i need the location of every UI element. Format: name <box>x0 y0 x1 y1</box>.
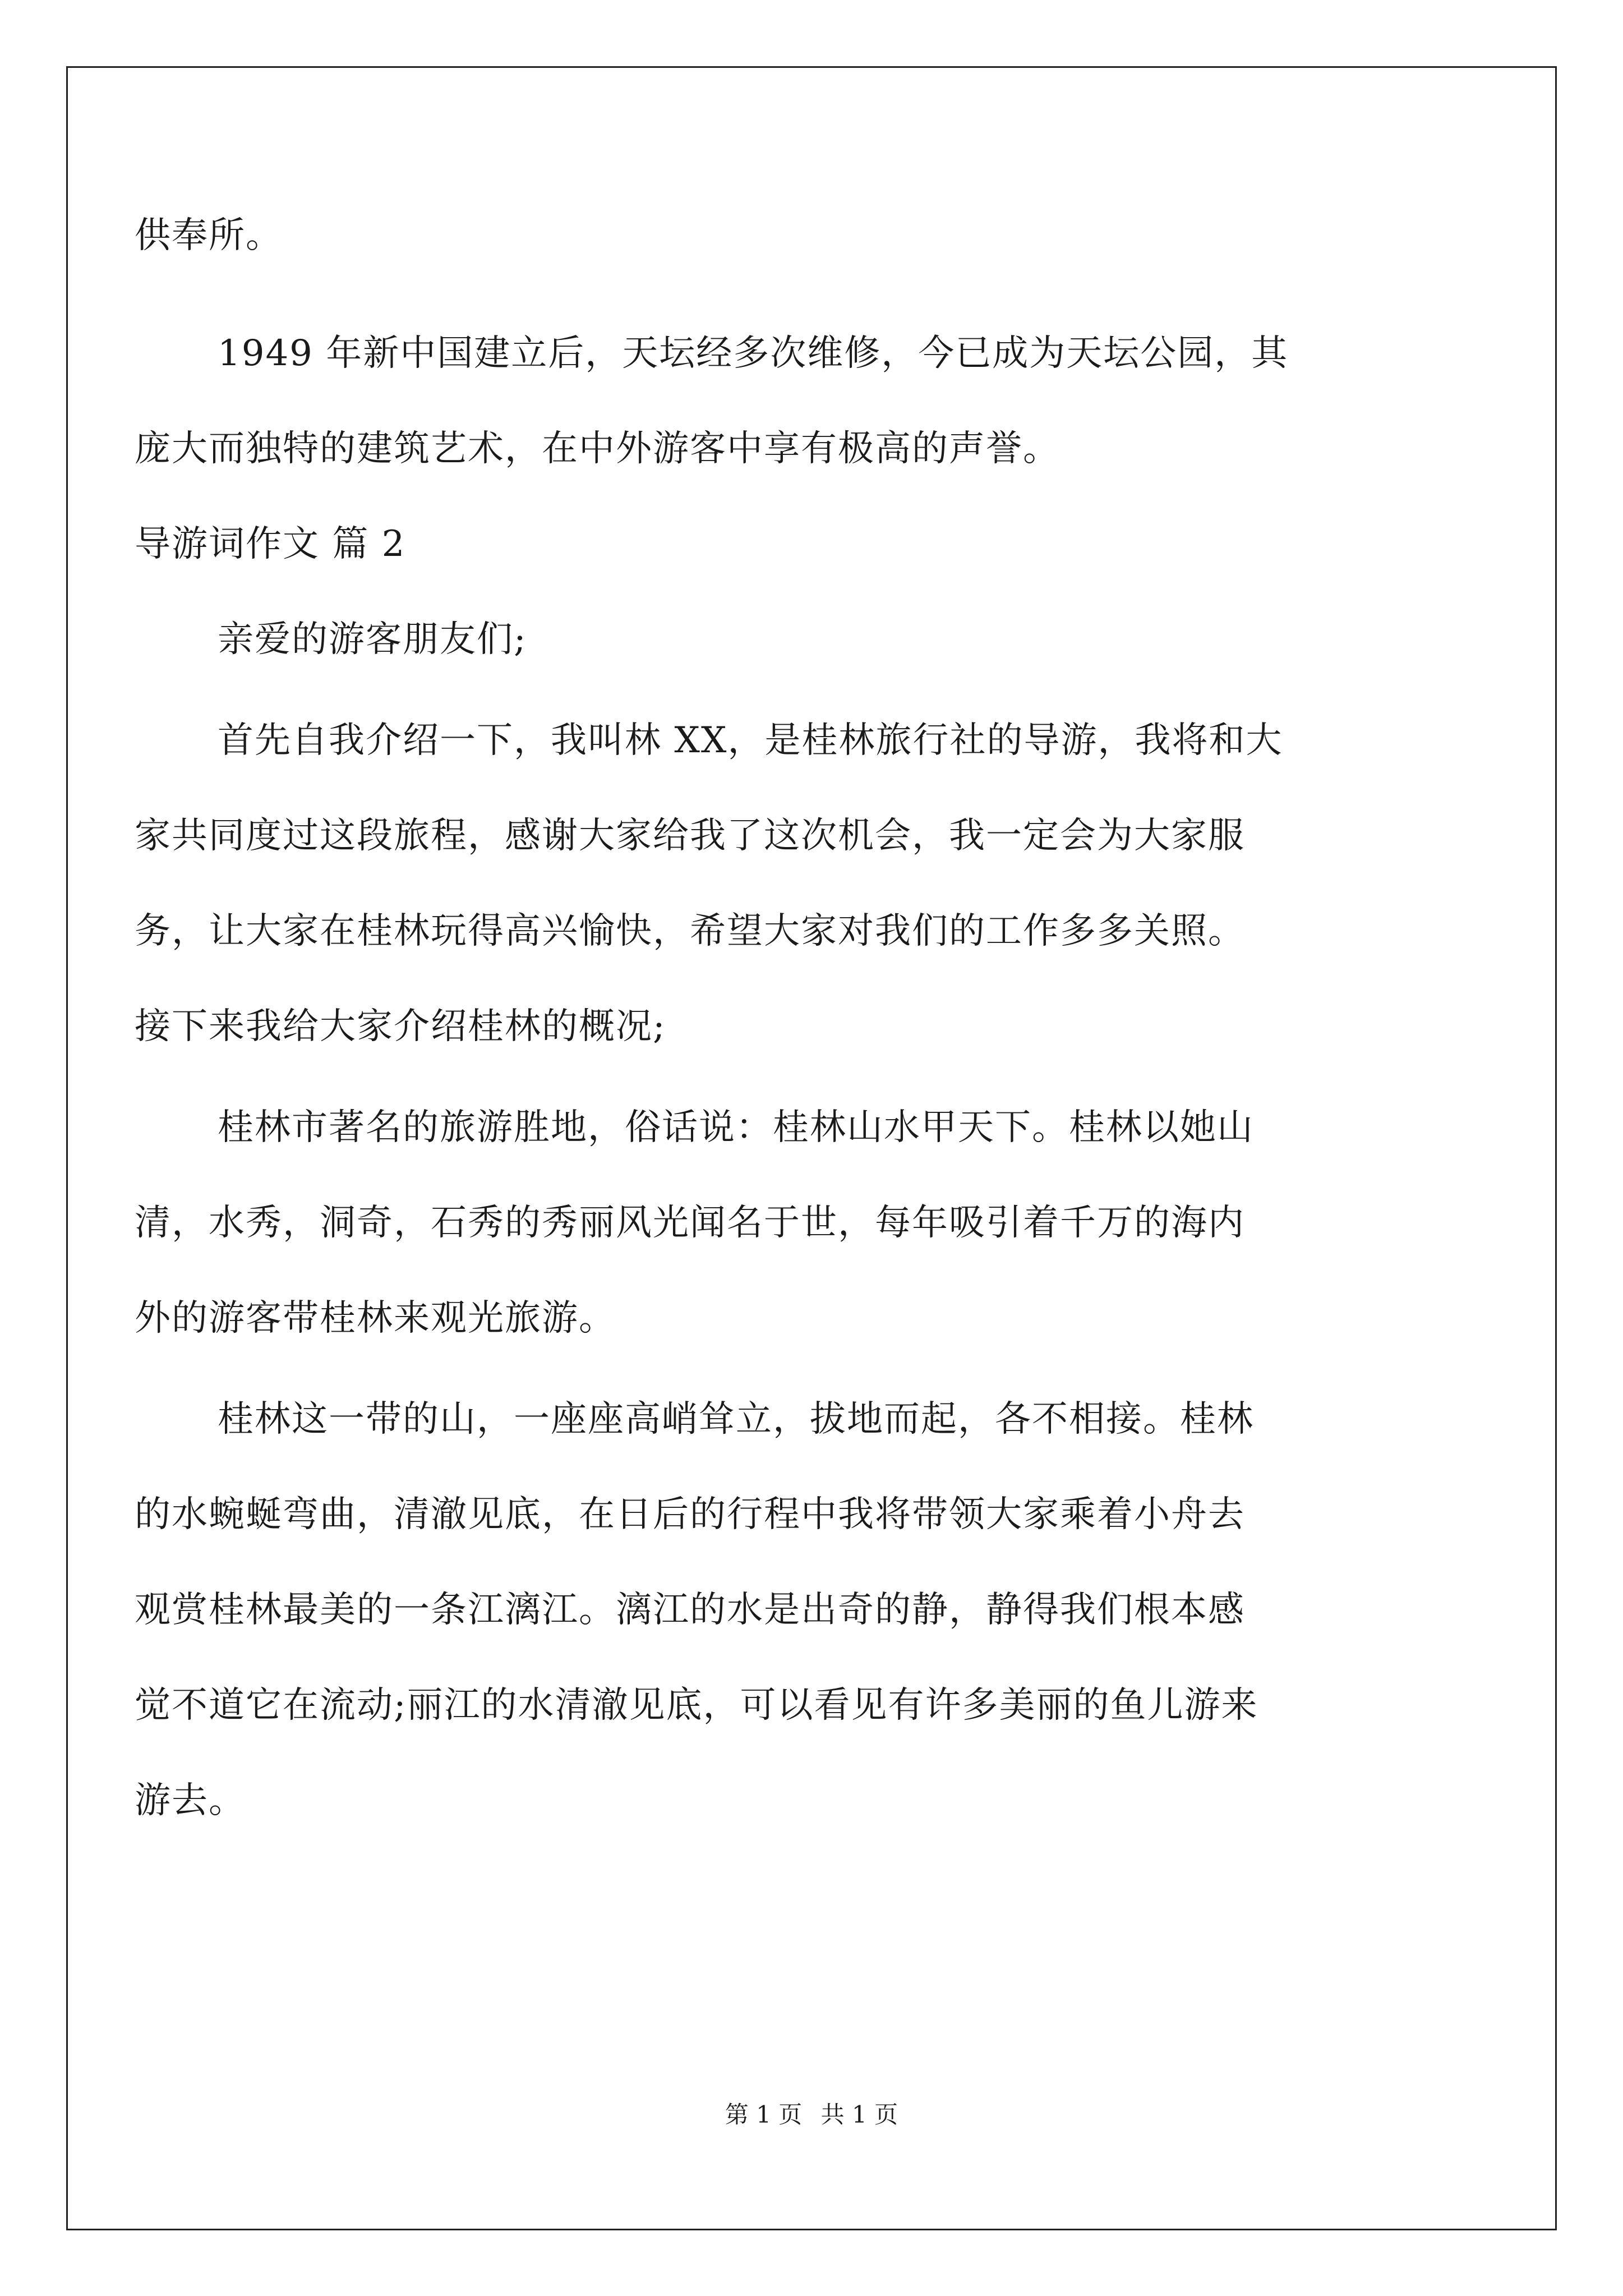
paragraph-line: 观赏桂林最美的一条江漓江。漓江的水是出奇的静，静得我们根本感 <box>135 1589 1245 1631</box>
paragraph-line: 的水蜿蜒弯曲，清澈见底，在日后的行程中我将带领大家乘着小舟去 <box>135 1494 1245 1535</box>
section-heading: 导游词作文 篇 2 <box>135 523 406 565</box>
paragraph-line: 接下来我给大家介绍桂林的概况; <box>135 1006 666 1047</box>
paragraph-line: 游去。 <box>135 1780 246 1821</box>
paragraph-line: 庞大而独特的建筑艺术，在中外游客中享有极高的声誉。 <box>135 428 1060 470</box>
paragraph-line: 务，让大家在桂林玩得高兴愉快，希望大家对我们的工作多多关照。 <box>135 910 1245 952</box>
paragraph-line: 外的游客带桂林来观光旅游。 <box>135 1297 616 1339</box>
paragraph-line: 供奉所。 <box>135 215 283 256</box>
paragraph-line: 首先自我介绍一下，我叫林 XX，是桂林旅行社的导游，我将和大 <box>218 720 1283 761</box>
paragraph-line: 觉不道它在流动;丽江的水清澈见底，可以看见有许多美丽的鱼儿游来 <box>135 1685 1258 1726</box>
paragraph-line: 家共同度过这段旅程，感谢大家给我了这次机会，我一定会为大家服 <box>135 815 1245 857</box>
paragraph-line: 清，水秀，洞奇，石秀的秀丽风光闻名于世，每年吸引着千万的海内 <box>135 1202 1245 1244</box>
paragraph-line: 桂林市著名的旅游胜地，俗话说：桂林山水甲天下。桂林以她山 <box>218 1107 1254 1148</box>
paragraph-line: 1949 年新中国建立后，天坛经多次维修，今已成为天坛公园，其 <box>218 333 1289 374</box>
paragraph-line: 亲爱的游客朋友们; <box>218 619 527 660</box>
paragraph-line: 桂林这一带的山，一座座高峭耸立，拔地而起，各不相接。桂林 <box>218 1398 1254 1440</box>
page-footer <box>0 2101 1623 2129</box>
page-total: 共 1 页 <box>820 2101 898 2128</box>
page-number: 第 1 页 <box>725 2101 803 2128</box>
